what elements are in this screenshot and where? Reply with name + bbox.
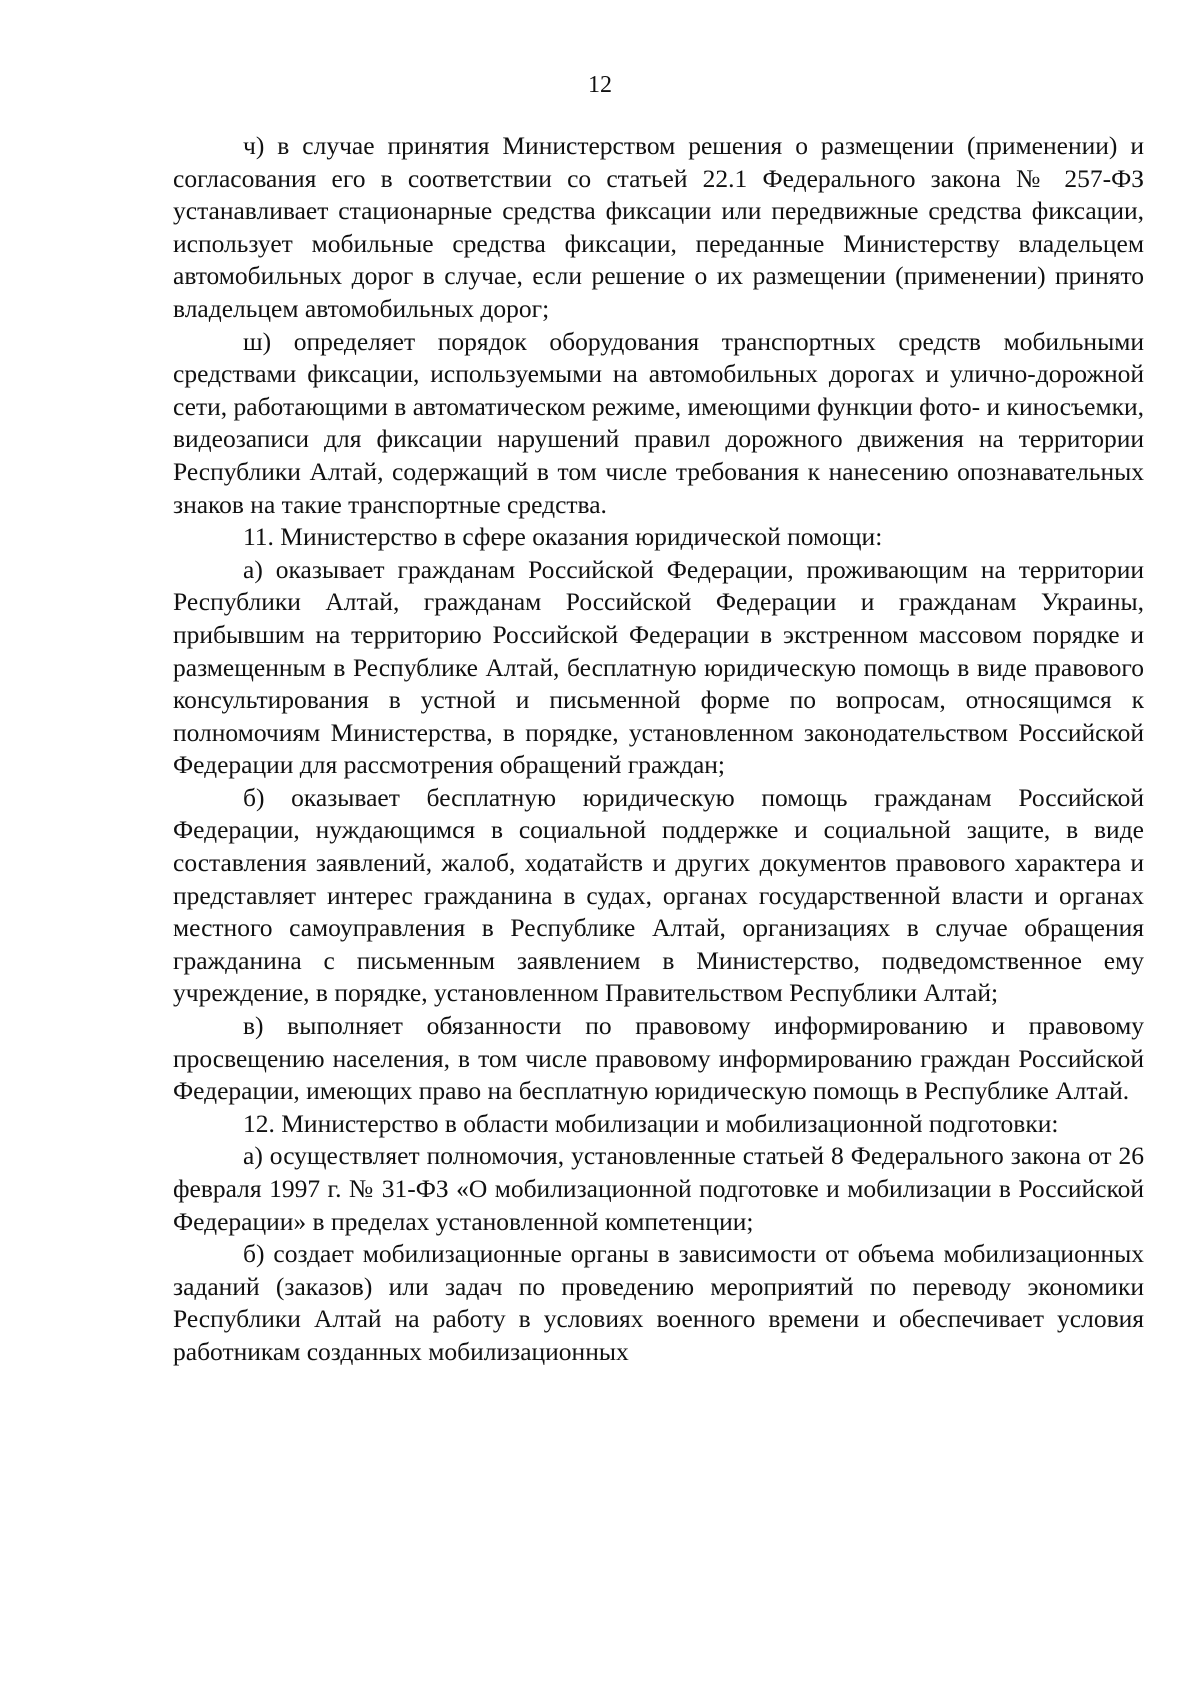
page-number: 12: [588, 72, 612, 98]
paragraph-a-mobilization-powers: а) осуществляет полномочия, установленные статьей 8 Федерального закона от 26 февраля 1997 г. № 31-ФЗ «О мобилизационной подготовке и мобилизации в Российской Федерации» в пределах установленной компетенции;: [173, 1141, 1144, 1236]
paragraph-ch-fixation-devices: ч) в случае принятия Министерством решения о размещении (применении) и согласования его в соответствии со статьей 22.1 Федерального закона № 257-ФЗ устанавливает стационарные средства фиксации или передвижные средства фиксации, использует мобильные средства фиксации, переданные Министерству владельцем автомобильных дорог в случае, если решение о их размещении (применении) принято владельцем автомобильных дорог;: [173, 131, 1144, 323]
paragraph-b-free-legal-help: б) оказывает бесплатную юридическую помощь гражданам Российской Федерации, нуждающимся в социальной поддержке и социальной защите, в виде составления заявлений, жалоб, ходатайств и других документов правового характера и представляет интерес гражданина в судах, органах государственной власти и органах местного самоуправления в Республике Алтай, организациях в случае обращения гражданина с письменным заявлением в Министерство, подведомственное ему учреждение, в порядке, установленном Правительством Республики Алтай;: [173, 782, 1144, 1008]
section-heading-12-mobilization: 12. Министерство в области мобилизации и мобилизационной подготовки:: [243, 1108, 1059, 1138]
section-heading-11-legal-aid: 11. Министерство в сфере оказания юридической помощи:: [243, 522, 883, 552]
paragraph-sh-vehicle-equipment: ш) определяет порядок оборудования транспортных средств мобильными средствами фиксации, используемыми на автомобильных дорогах и улично-дорожной сети, работающими в автоматическом режиме, имеющими функции фото- и киносъемки, видеозаписи для фиксации нарушений правил дорожного движения на территории Республики Алтай, содержащий в том числе требования к нанесению опознавательных знаков на такие транспортные средства.: [173, 326, 1144, 519]
paragraph-a-free-legal-aid: а) оказывает гражданам Российской Федерации, проживающим на территории Республики Алтай, гражданам Российской Федерации и гражданам Украины, прибывшим на территорию Российской Федерации в экстренном массовом порядке и размещенным в Республике Алтай, бесплатную юридическую помощь в виде правового консультирования в устной и письменной форме по вопросам, относящимся к полномочиям Министерства, в порядке, установленном законодательством Российской Федерации для рассмотрения обращений граждан;: [173, 554, 1144, 780]
paragraph-v-legal-information: в) выполняет обязанности по правовому информированию и правовому просвещению населения, в том числе правовому информированию граждан Российской Федерации, имеющих право на бесплатную юридическую помощь в Республике Алтай.: [173, 1011, 1144, 1106]
document-body: [173, 130, 1144, 1369]
paragraph-b-mobilization-bodies: б) создает мобилизационные органы в зависимости от объема мобилизационных заданий (заказов) или задач по проведению мероприятий по переводу экономики Республики Алтай на работу в условиях военного времени и обеспечивает условия работникам созданных мобилизационных: [173, 1239, 1144, 1366]
